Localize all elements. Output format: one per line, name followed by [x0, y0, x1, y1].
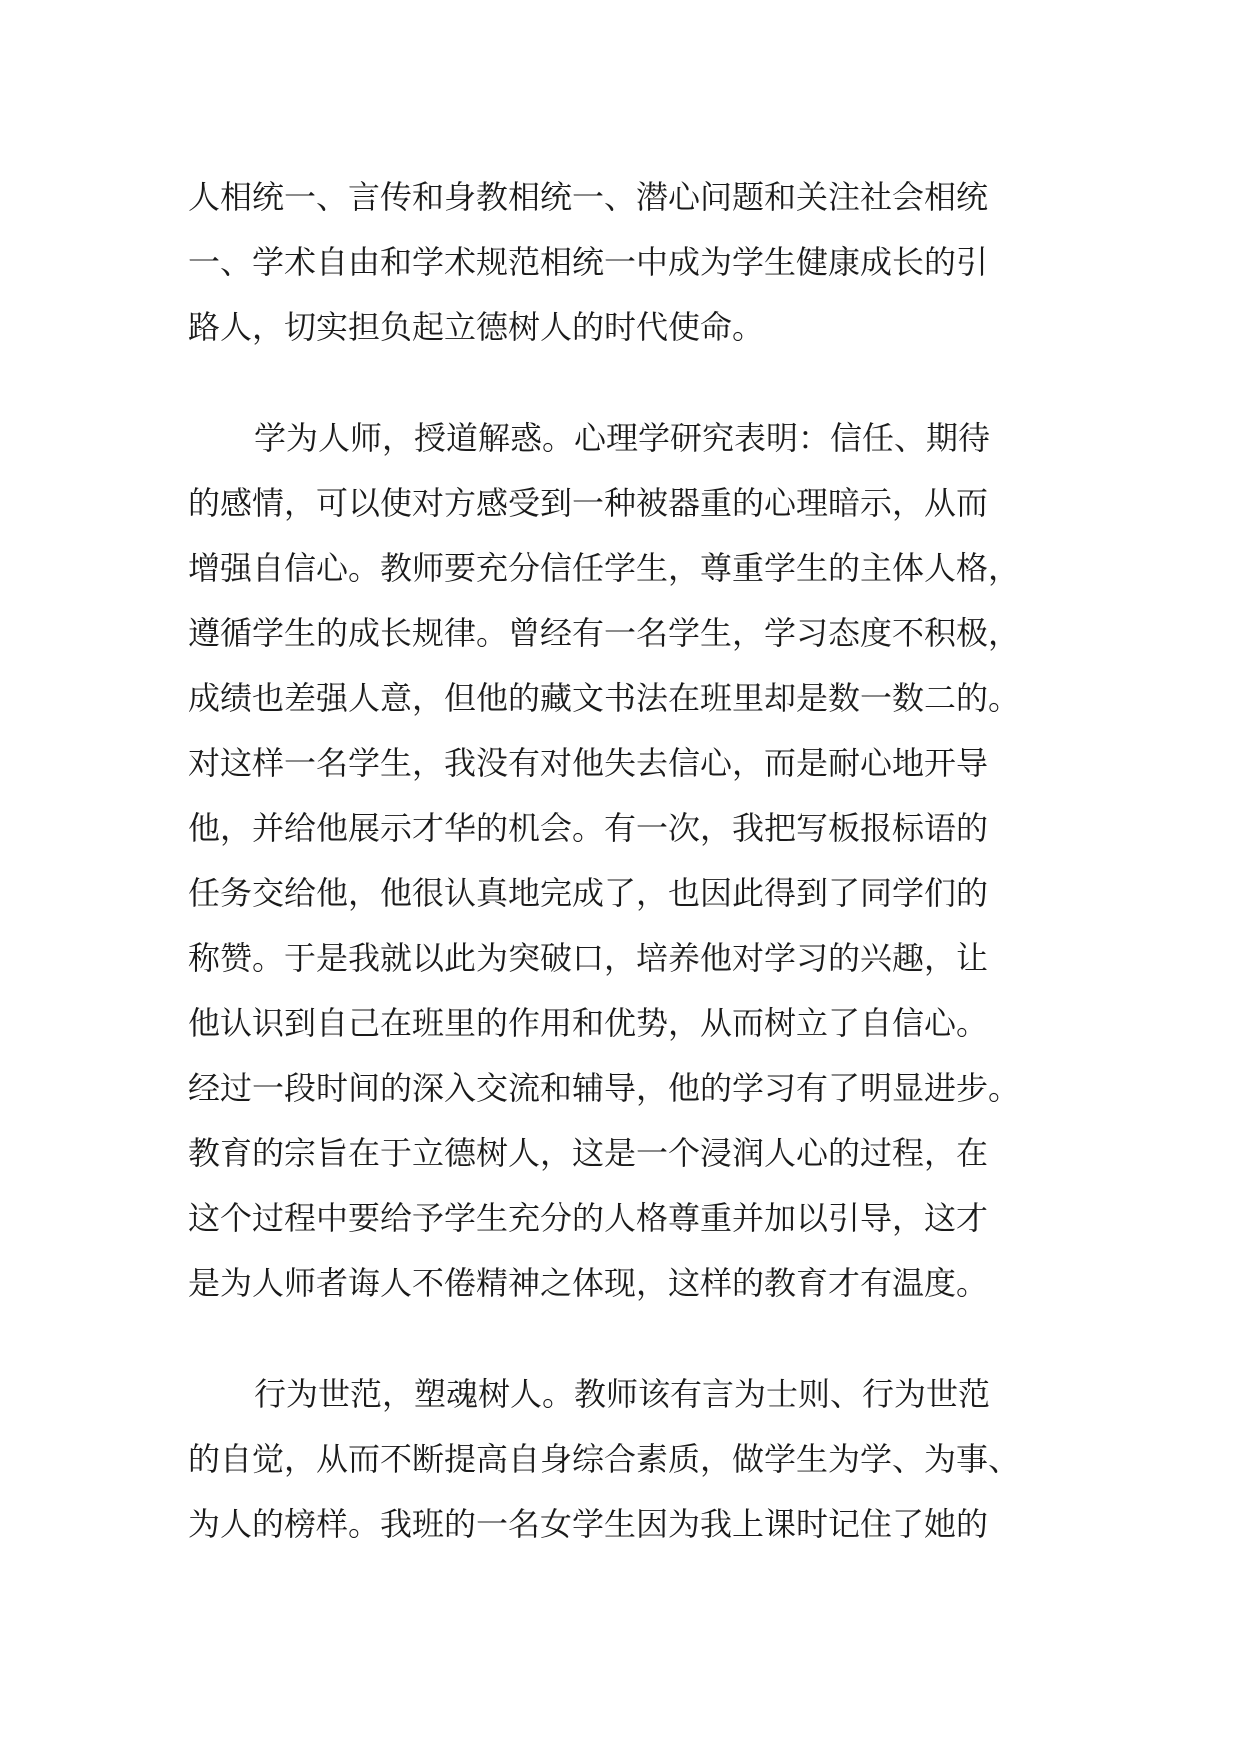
text-line: 学为人师，授道解惑。心理学研究表明：信任、期待	[254, 419, 991, 457]
paragraph-2	[188, 406, 1068, 1316]
text-line: 为人的榜样。我班的一名女学生因为我上课时记住了她的	[188, 1505, 989, 1543]
text-line: 一、学术自由和学术规范相统一中成为学生健康成长的引	[188, 243, 989, 281]
text-line: 遵循学生的成长规律。曾经有一名学生，学习态度不积极，	[188, 614, 1021, 652]
text-line: 的感情，可以使对方感受到一种被器重的心理暗示，从而	[188, 484, 989, 522]
text-line: 经过一段时间的深入交流和辅导，他的学习有了明显进步。	[188, 1069, 1021, 1107]
text-line: 路人，切实担负起立德树人的时代使命。	[188, 308, 765, 346]
text-line: 增强自信心。教师要充分信任学生，尊重学生的主体人格，	[188, 549, 1021, 587]
text-line: 对这样一名学生，我没有对他失去信心，而是耐心地开导	[188, 744, 989, 782]
text-line: 的自觉，从而不断提高自身综合素质，做学生为学、为事、	[188, 1440, 1021, 1478]
text-line: 人相统一、言传和身教相统一、潜心问题和关注社会相统	[188, 178, 989, 216]
paragraph-1	[188, 165, 1068, 360]
text-line: 他，并给他展示才华的机会。有一次，我把写板报标语的	[188, 809, 989, 847]
text-line: 成绩也差强人意，但他的藏文书法在班里却是数一数二的。	[188, 679, 1021, 717]
body-text	[188, 165, 1068, 1557]
text-line: 这个过程中要给予学生充分的人格尊重并加以引导，这才	[188, 1199, 989, 1237]
text-line: 行为世范，塑魂树人。教师该有言为士则、行为世范	[254, 1375, 991, 1413]
text-line: 他认识到自己在班里的作用和优势，从而树立了自信心。	[188, 1004, 989, 1042]
text-line: 称赞。于是我就以此为突破口，培养他对学习的兴趣，让	[188, 939, 989, 977]
text-line: 是为人师者诲人不倦精神之体现，这样的教育才有温度。	[188, 1264, 989, 1302]
paragraph-3	[188, 1362, 1068, 1557]
text-line: 教育的宗旨在于立德树人，这是一个浸润人心的过程，在	[188, 1134, 989, 1172]
text-line: 任务交给他，他很认真地完成了，也因此得到了同学们的	[188, 874, 989, 912]
